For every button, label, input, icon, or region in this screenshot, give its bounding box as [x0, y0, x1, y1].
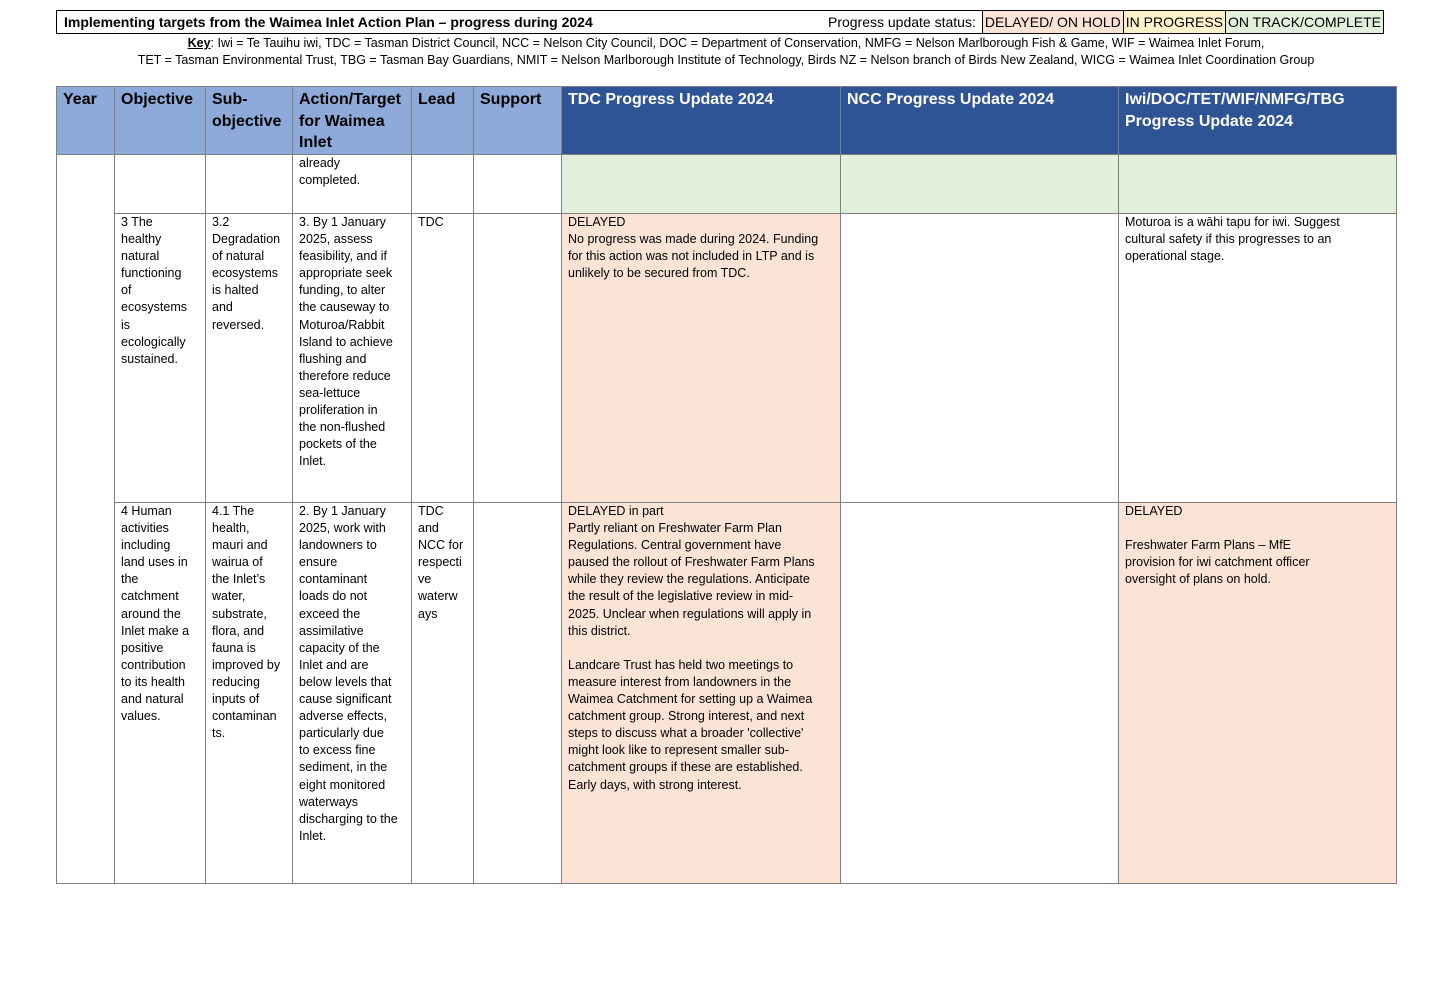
lead-cell [412, 155, 474, 214]
objective-cell [115, 155, 206, 214]
subobjective-cell: 4.1 The health, mauri and wairua of the Inlet’s water, substrate, flora, and fauna is improved by reducing inputs of contaminan ts. [206, 503, 293, 884]
title-bar [56, 10, 1384, 34]
status-in-progress-chip: IN PROGRESS [1123, 11, 1225, 33]
col-header-tdc: TDC Progress Update 2024 [562, 87, 841, 155]
key-line-2: TET = Tasman Environmental Trust, TBG = Tasman Bay Guardians, NMIT = Nelson Marlborough Institute of Technology, Birds NZ = Nelson branch of Birds New Zealand, WICG = Waimea Inlet Coordination Group [137, 53, 1315, 67]
action-cell: 2. By 1 January 2025, work with landowners to ensure contaminant loads do not exceed the assimilative capacity of the Inlet and are below levels that cause significant adverse effects, particularly due to excess fine sediment, in the eight monitored waterways discharging to the Inlet. [293, 503, 412, 884]
subobjective-cell: 3.2 Degradation of natural ecosystems is halted and reversed. [206, 214, 293, 503]
key-text-1: : Iwi = Te Tauihu iwi, TDC = Tasman District Council, NCC = Nelson City Council, DOC = Department of Conservation, NMFG = Nelson Marlborough Fish & Game, WIF = Waimea Inlet Forum, [210, 36, 1265, 50]
action-plan-table [56, 86, 1397, 884]
key-line-1 [56, 36, 1396, 50]
iwi-update-cell: Moturoa is a wāhi tapu for iwi. Suggest cultural safety if this progresses to an operational stage. [1119, 214, 1397, 503]
lead-cell: TDC [412, 214, 474, 503]
key-label: Key [187, 36, 211, 50]
document-title: Implementing targets from the Waimea Inlet Action Plan – progress during 2024 [64, 14, 593, 30]
support-cell [474, 155, 562, 214]
support-cell [474, 214, 562, 503]
col-header-iwi: Iwi/DOC/TET/WIF/NMFG/TBG Progress Update 2024 [1119, 87, 1397, 155]
ncc-update-cell [841, 503, 1119, 884]
ncc-update-cell [841, 155, 1119, 214]
col-header-subobjective: Sub-objective [206, 87, 293, 155]
tdc-update-cell: DELAYED in part Partly reliant on Freshwater Farm Plan Regulations. Central government have paused the rollout of Freshwater Farm Plans while they review the regulations. Anticipate the result of the legislative review in mid- 2025. Unclear when regulations will apply in this district. Landcare Trust has held two meetings to measure interest from landowners in the Waimea Catchment for setting up a Waimea catchment group. Strong interest, and next steps to discuss what a broader 'collective' might look like to represent smaller sub- catchment groups if these are established. Early days, with strong interest. [562, 503, 841, 884]
table-row [57, 503, 1397, 884]
status-legend-label: Progress update status: [827, 14, 976, 30]
objective-cell: 4 Human activities including land uses in the catchment around the Inlet make a positive contribution to its health and natural values. [115, 503, 206, 884]
table-header-row [57, 87, 1397, 155]
col-header-action: Action/Target for Waimea Inlet [293, 87, 412, 155]
lead-cell: TDC and NCC for respecti ve waterw ays [412, 503, 474, 884]
col-header-support: Support [474, 87, 562, 155]
table-row [57, 155, 1397, 214]
year-cell [57, 155, 115, 884]
col-header-lead: Lead [412, 87, 474, 155]
col-header-ncc: NCC Progress Update 2024 [841, 87, 1119, 155]
subobjective-cell [206, 155, 293, 214]
col-header-objective: Objective [115, 87, 206, 155]
status-on-track-chip: ON TRACK/COMPLETE [1225, 11, 1383, 33]
action-cell: already completed. [293, 155, 412, 214]
iwi-update-cell [1119, 155, 1397, 214]
table-row [57, 214, 1397, 503]
tdc-update-cell: DELAYED No progress was made during 2024. Funding for this action was not included in LTP and is unlikely to be secured from TDC. [562, 214, 841, 503]
tdc-update-cell [562, 155, 841, 214]
objective-cell: 3 The healthy natural functioning of ecosystems is ecologically sustained. [115, 214, 206, 503]
action-cell: 3. By 1 January 2025, assess feasibility, and if appropriate seek funding, to alter the causeway to Moturoa/Rabbit Island to achieve flushing and therefore reduce sea-lettuce proliferation in the non-flushed pockets of the Inlet. [293, 214, 412, 503]
ncc-update-cell [841, 214, 1119, 503]
support-cell [474, 503, 562, 884]
col-header-year: Year [57, 87, 115, 155]
status-delayed-chip: DELAYED/ ON HOLD [982, 11, 1123, 33]
iwi-update-cell: DELAYED Freshwater Farm Plans – MfE provision for iwi catchment officer oversight of plans on hold. [1119, 503, 1397, 884]
